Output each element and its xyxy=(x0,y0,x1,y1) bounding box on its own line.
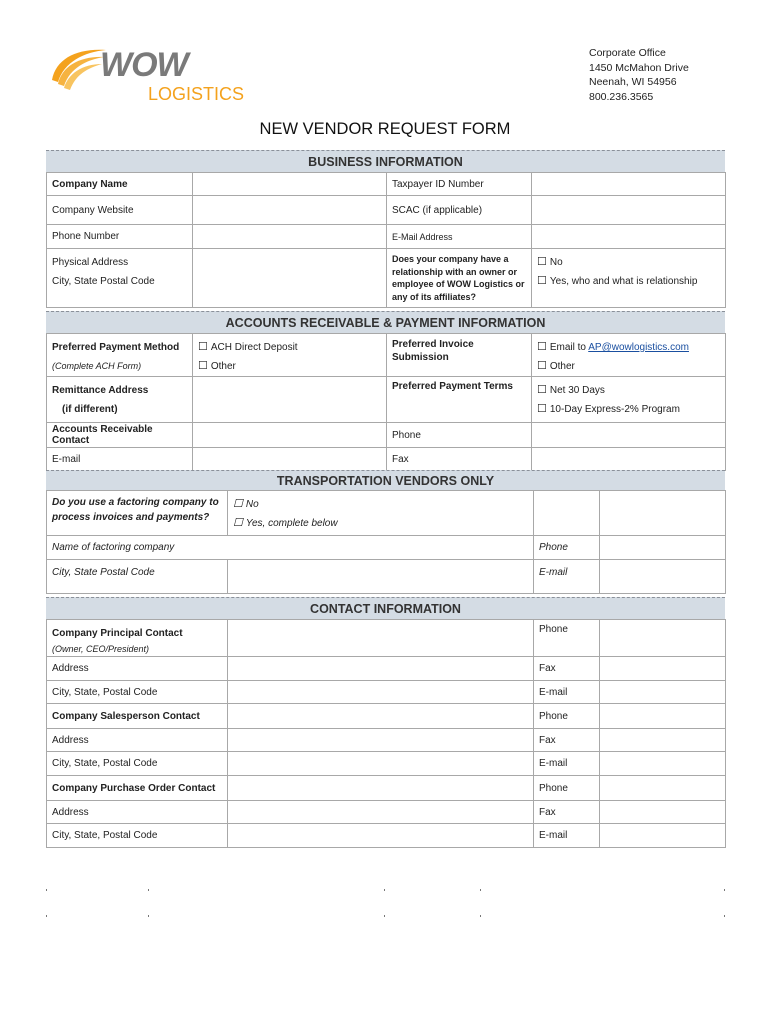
phone-number-label: Phone Number xyxy=(47,225,193,249)
salesperson-email-label: E-mail xyxy=(534,752,600,776)
checkbox-icon: ☐ xyxy=(198,360,208,372)
purchase-order-city-label: City, State, Postal Code xyxy=(47,824,228,848)
checkbox-icon: ☐ xyxy=(537,403,547,415)
section-header-transport: TRANSPORTATION VENDORS ONLY xyxy=(46,470,725,490)
purchase-order-fax-label: Fax xyxy=(534,801,600,824)
taxpayer-id-label: Taxpayer ID Number xyxy=(387,173,532,196)
ap-email-link[interactable]: AP@wowlogistics.com xyxy=(588,342,689,353)
payment-other-label: Other xyxy=(210,361,236,372)
express-label: 10-Day Express-2% Program xyxy=(549,404,680,415)
physical-address-label: Physical Address xyxy=(52,257,129,268)
payment-terms-label: Preferred Payment Terms xyxy=(387,377,532,423)
corporate-street: 1450 McMahon Drive xyxy=(589,61,689,74)
factoring-name-label: Name of factoring company xyxy=(47,536,534,560)
salesperson-label: Company Salesperson Contact xyxy=(47,704,228,729)
salesperson-address-label: Address xyxy=(47,729,228,752)
corporate-city: Neenah, WI 54956 xyxy=(589,76,677,88)
checkbox-icon: ☐ xyxy=(233,517,243,529)
ach-label: ACH Direct Deposit xyxy=(210,342,298,353)
factoring-yes-label: Yes, complete below xyxy=(245,518,338,529)
checkbox-icon: ☐ xyxy=(537,256,547,268)
relationship-no-label: No xyxy=(549,257,563,268)
purchase-order-email-label: E-mail xyxy=(534,824,600,848)
checkbox-icon: ☐ xyxy=(537,341,547,353)
factoring-no-label: No xyxy=(245,499,259,510)
salesperson-city-label: City, State, Postal Code xyxy=(47,752,228,776)
checkbox-icon: ☐ xyxy=(233,498,243,510)
page-title: NEW VENDOR REQUEST FORM xyxy=(259,120,511,138)
email-address-label: E-Mail Address xyxy=(387,225,532,249)
email-invoice-prefix: Email to xyxy=(549,342,589,353)
ach-form-note: (Complete ACH Form) xyxy=(52,361,142,371)
scac-label: SCAC (if applicable) xyxy=(387,196,532,225)
factoring-city-label: City, State Postal Code xyxy=(47,560,228,594)
ar-contact-label: Accounts Receivable Contact xyxy=(47,423,193,448)
checkbox-icon: ☐ xyxy=(198,341,208,353)
purchase-order-address-label: Address xyxy=(47,801,228,824)
factoring-email-label: E-mail xyxy=(534,560,600,594)
salesperson-phone-label: Phone xyxy=(534,704,600,729)
logo-tagline: LOGISTICS xyxy=(148,84,245,104)
principal-email-label: E-mail xyxy=(534,681,600,704)
checkbox-icon: ☐ xyxy=(537,384,547,396)
logo-word: WOW xyxy=(100,46,188,84)
factoring-question: Do you use a factoring company to process invoices and payments? xyxy=(47,491,228,536)
remittance-label: Remittance Address xyxy=(52,385,149,396)
principal-address-label: Address xyxy=(47,657,228,681)
section-header-contact: CONTACT INFORMATION xyxy=(46,597,725,619)
factoring-phone-label: Phone xyxy=(534,536,600,560)
checkbox-icon: ☐ xyxy=(537,275,547,287)
principal-city-label: City, State, Postal Code xyxy=(47,681,228,704)
ar-fax-label: Fax xyxy=(387,448,532,471)
principal-label: Company Principal Contact xyxy=(52,628,183,639)
invoice-submission-label: Preferred Invoice Submission xyxy=(387,334,532,377)
salesperson-fax-label: Fax xyxy=(534,729,600,752)
payment-method-label: Preferred Payment Method xyxy=(52,342,180,353)
company-name-label: Company Name xyxy=(47,173,193,196)
section-header-business: BUSINESS INFORMATION xyxy=(46,150,725,172)
section-header-ar: ACCOUNTS RECEIVABLE & PAYMENT INFORMATION xyxy=(46,311,725,333)
relationship-yes-label: Yes, who and what is relationship xyxy=(549,276,698,287)
purchase-order-phone-label: Phone xyxy=(534,776,600,801)
principal-fax-label: Fax xyxy=(534,657,600,681)
relationship-question: Does your company have a relationship with an owner or employee of WOW Logistics or any of its affiliates? xyxy=(387,249,532,308)
net30-label: Net 30 Days xyxy=(549,385,605,396)
city-state-postal-label: City, State Postal Code xyxy=(52,276,155,287)
ar-phone-label: Phone xyxy=(387,423,532,448)
ar-email-label: E-mail xyxy=(47,448,193,471)
corporate-label: Corporate Office xyxy=(589,47,666,59)
corporate-phone: 800.236.3565 xyxy=(589,90,654,103)
principal-phone-label: Phone xyxy=(534,620,600,657)
principal-note: (Owner, CEO/President) xyxy=(52,644,150,654)
if-different-label: (if different) xyxy=(62,404,118,415)
purchase-order-label: Company Purchase Order Contact xyxy=(47,776,228,801)
invoice-other-label: Other xyxy=(549,361,575,372)
company-website-label: Company Website xyxy=(47,196,193,225)
checkbox-icon: ☐ xyxy=(537,360,547,372)
